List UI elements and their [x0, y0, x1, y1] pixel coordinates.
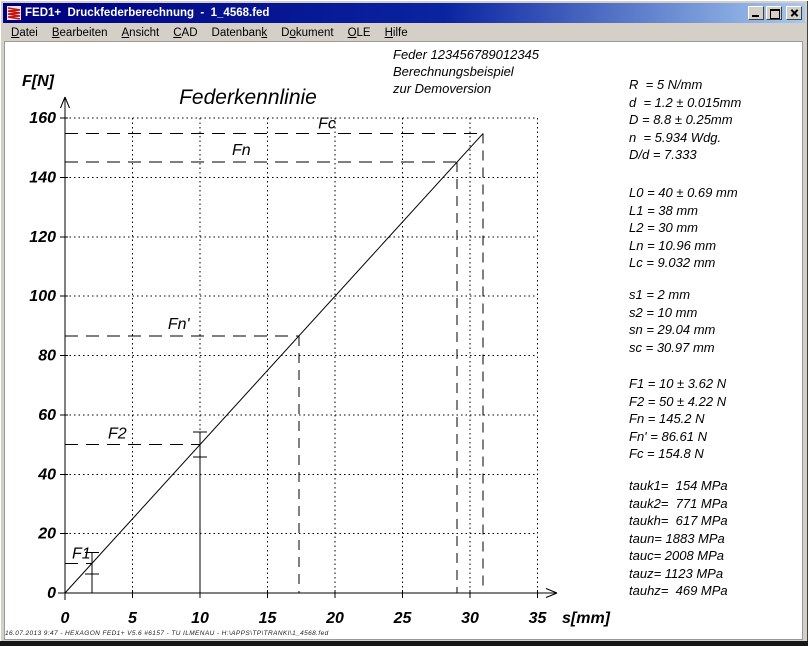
param-line: taun= 1883 MPa — [629, 530, 725, 546]
spring-icon[interactable] — [6, 5, 22, 21]
menu-bar — [4, 24, 804, 41]
param-block-spring — [629, 76, 741, 164]
y-tick-label: 100 — [29, 288, 56, 306]
status-line: 16.07.2013 9:47 - HEXAGON FED1+ V5.6 #6157 - TU ILMENAU - H:\APPS\TP\TRANKI\1_4568.fed — [5, 630, 329, 637]
param-line: D = 8.8 ± 0.25mm — [629, 112, 733, 127]
param-line: R = 5 N/mm — [629, 77, 703, 92]
y-tick-label: 20 — [38, 525, 56, 543]
param-line: n = 5.934 Wdg. — [629, 129, 722, 145]
x-tick-label: 30 — [461, 610, 479, 627]
menu-item-cad[interactable]: CAD — [173, 26, 198, 39]
maximize-icon — [770, 9, 780, 19]
param-line: tauk1= 154 MPa — [629, 478, 728, 493]
param-line: Lc = 9.032 mm — [629, 255, 716, 270]
param-line: L1 = 38 mm — [629, 202, 699, 218]
marker-label-Fn: Fn — [232, 141, 251, 159]
spring-characteristic-line — [65, 133, 483, 593]
x-tick-label: 20 — [326, 610, 344, 627]
param-line: sn = 29.04 mm — [629, 322, 716, 337]
x-tick-label: 35 — [528, 610, 547, 627]
param-line: F2 = 50 ± 4.22 N — [629, 393, 727, 409]
param-block-travel — [629, 286, 715, 356]
marker-label-Fc: Fc — [318, 115, 336, 133]
param-line: Fn' = 86.61 N — [629, 428, 707, 444]
y-tick-label: 60 — [38, 406, 56, 424]
param-line: L2 = 30 mm — [629, 220, 699, 235]
param-line: tauc= 2008 MPa — [629, 548, 725, 563]
y-tick-label: 140 — [29, 169, 56, 187]
param-block-stresses — [629, 477, 728, 600]
menu-item-hilfe[interactable]: Hilfe — [384, 26, 408, 39]
x-tick-label: 0 — [60, 610, 70, 627]
y-axis-arrow — [65, 97, 70, 108]
param-block-forces — [629, 375, 726, 463]
param-line: L0 = 40 ± 0.69 mm — [629, 185, 738, 200]
y-tick-label: 0 — [47, 585, 56, 602]
param-line: Ln = 10.96 mm — [629, 237, 717, 253]
minimize-button[interactable] — [748, 6, 764, 20]
param-line: D/d = 7.333 — [629, 147, 697, 162]
param-line: taukh= 617 MPa — [629, 513, 728, 528]
x-tick-label: 25 — [393, 610, 412, 627]
menu-item-ansicht[interactable]: Ansicht — [121, 26, 160, 39]
x-tick-label: 10 — [191, 610, 209, 627]
minimize-icon — [752, 15, 759, 17]
menu-item-datenbank[interactable]: Datenbank — [211, 26, 268, 39]
y-tick-label: 160 — [29, 110, 56, 127]
y-axis-arrow — [61, 97, 66, 108]
param-line: tauz= 1123 MPa — [629, 565, 724, 581]
y-tick-label: 40 — [38, 466, 56, 484]
chart-title: Federkennlinie — [179, 86, 317, 109]
marker-label-F2: F2 — [108, 425, 127, 443]
marker-label-F1: F1 — [72, 545, 91, 563]
param-line: tauhz= 469 MPa — [629, 583, 728, 598]
y-axis-label: F[N] — [22, 73, 54, 90]
window-controls — [748, 6, 802, 20]
param-line: s1 = 2 mm — [629, 287, 691, 302]
param-line: Fn = 145.2 N — [629, 411, 705, 426]
header-spring-id: Feder 123456789012345 — [393, 47, 540, 62]
close-button[interactable] — [786, 6, 802, 20]
x-axis-arrow — [546, 589, 557, 594]
param-line: F1 = 10 ± 3.62 N — [629, 376, 727, 391]
marker-label-Fn': Fn' — [167, 315, 190, 333]
menu-item-datei[interactable]: Datei — [11, 26, 38, 39]
param-line: Fc = 154.8 N — [629, 446, 704, 461]
param-line: d = 1.2 ± 0.015mm — [629, 94, 742, 110]
menu-item-bearbeiten[interactable]: Bearbeiten — [51, 26, 108, 39]
x-tick-label: 15 — [258, 610, 277, 627]
header-description: Berechnungsbeispiel — [393, 64, 514, 79]
maximize-button[interactable] — [766, 6, 782, 20]
param-block-lengths — [629, 184, 738, 272]
y-tick-label: 80 — [38, 347, 56, 365]
window-title: FED1+ Druckfederberechnung - 1_4568.fed — [25, 7, 270, 19]
title-bar[interactable] — [3, 3, 805, 23]
menu-item-ole[interactable]: OLE — [347, 26, 371, 39]
bottom-strip — [0, 641, 808, 646]
y-tick-label: 120 — [29, 228, 56, 246]
x-axis-arrow — [546, 593, 557, 598]
x-tick-label: 5 — [128, 610, 137, 627]
param-line: tauk2= 771 MPa — [629, 495, 728, 511]
param-line: s2 = 10 mm — [629, 304, 698, 320]
menu-item-dokument[interactable]: Dokument — [281, 26, 334, 39]
param-line: sc = 30.97 mm — [629, 339, 715, 355]
x-axis-label: s[mm] — [562, 610, 611, 627]
header-note: zur Demoversion — [393, 81, 492, 96]
